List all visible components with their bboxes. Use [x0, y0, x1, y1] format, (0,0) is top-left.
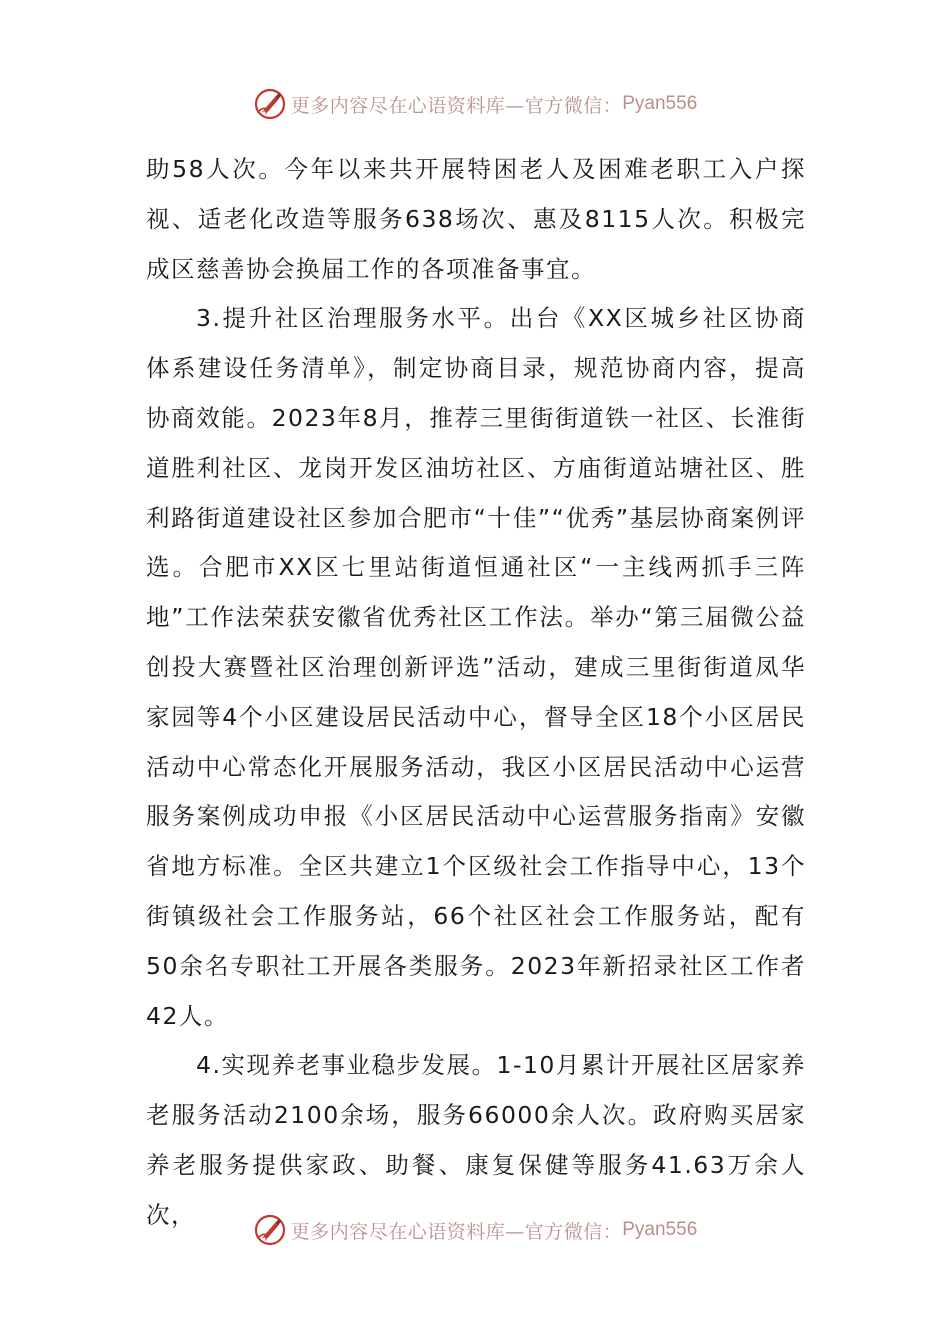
watermark-text: 更多内容尽在心语资料库—官方微信：	[290, 94, 623, 117]
watermark-wechat-id: Pyan556	[622, 1219, 698, 1240]
paragraph-community-governance: 3.提升社区治理服务水平。出台《XX区城乡社区协商体系建设任务清单》，制定协商目录，规范协商内容，提高协商效能。2023年8月，推荐三里街街道铁一社区、长淮街道胜利社区、龙岗开发区油坊社区、方庙街道站塘社区、胜利路街道建设社区参加合肥市“十佳”“优秀”基层协商案例评选。合肥市XX区七里站街道恒通社区“一主线两抓手三阵地”工作法荣获安徽省优秀社区工作法。举办“第三届微公益创投大赛暨社区治理创新评选”活动，建成三里街街道凤华家园等4个小区建设居民活动中心，督导全区18个小区居民活动中心常态化开展服务活动，我区小区居民活动中心运营服务案例成功申报《小区居民活动中心运营服务指南》安徽省地方标准。全区共建立1个区级社会工作指导中心，13个街镇级社会工作服务站，66个社区社会工作服务站，配有50余名专职社工开展各类服务。2023年新招录社区工作者42人。	[146, 304, 806, 1030]
pen-nib-logo-icon	[253, 87, 287, 121]
footer-watermark	[0, 1210, 950, 1250]
paragraph-continuation: 助58人次。今年以来共开展特困老人及困难老职工入户探视、适老化改造等服务638场次、惠及8115人次。积极完成区慈善协会换届工作的各项准备事宜。	[146, 155, 806, 283]
watermark-text: 更多内容尽在心语资料库—官方微信：	[290, 1220, 623, 1243]
watermark-wechat-id: Pyan556	[622, 93, 698, 114]
header-watermark	[0, 84, 950, 124]
document-body	[146, 145, 806, 1241]
paragraph-elderly-care: 4.实现养老事业稳步发展。1-10月累计开展社区居家养老服务活动2100余场，服务66000余人次。政府购买居家养老服务提供家政、助餐、康复保健等服务41.63万余人次，	[146, 1051, 806, 1229]
pen-nib-logo-icon	[253, 1213, 287, 1247]
